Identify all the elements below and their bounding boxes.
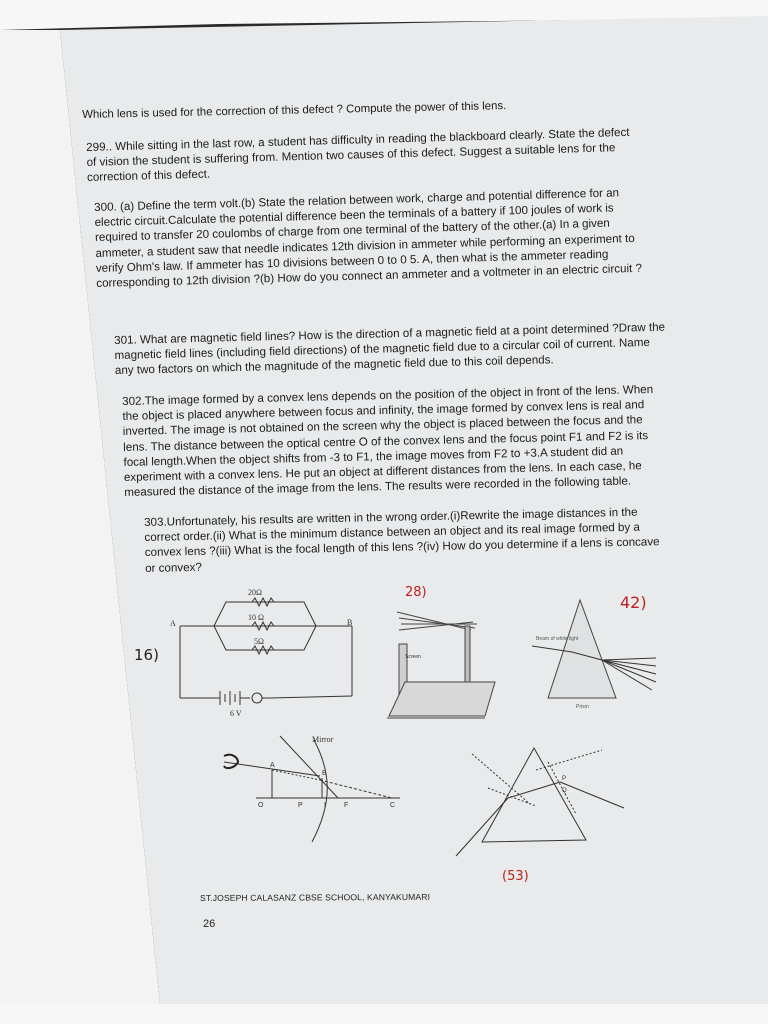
question-302: 302.The image formed by a convex lens depends on the position of the object in front of the lens. When the object is placed anywhere between focus and infinity, the image formed by convex lens is real and inverted. The image is not obtained on the screen why the object is placed between the focus and the lens. The distance between the optical centre O of the convex lens and the focus point F1 and F2 is its focal length.When the object shifts from -3 to F1, the image moves from F2 to +3.A student did an experiment with a convex lens. He put an object at different distances from the lens. In each case, he measured the distance of the image from the lens. The results were recorded in the following table. xyxy=(122,382,654,500)
mirror-point-i: I xyxy=(324,802,326,809)
prism-label: Prism xyxy=(576,704,589,710)
question-continuation: Which lens is used for the correction of this defect ? Compute the power of this lens. xyxy=(82,100,507,121)
node-b-label: B xyxy=(347,618,353,627)
mirror-point-o: O xyxy=(258,802,264,809)
prism-dispersion-diagram xyxy=(532,580,662,710)
white-light-label: Beam of white light xyxy=(536,636,579,642)
prism-point-q: Q xyxy=(562,788,567,794)
handwritten-53: (53) xyxy=(502,869,529,884)
handwritten-28: 28) xyxy=(405,585,427,600)
mirror-point-b: B xyxy=(322,770,327,777)
screen-setup-diagram xyxy=(385,578,500,723)
screen-label: Screen xyxy=(405,654,421,660)
mirror-label: Mirror xyxy=(312,735,334,744)
question-299: 299.. While sitting in the last row, a student has difficulty in reading the blackboard clearly. State the defect of vision the student is suffering from. Mention two causes of this defect. Suggest a suitable lens for the correction of this defect. xyxy=(86,125,630,185)
mirror-point-a: A xyxy=(270,762,275,769)
handwritten-16: 16) xyxy=(134,646,159,664)
eye-icon xyxy=(224,755,238,768)
question-301: 301. What are magnetic field lines? How is the direction of a magnetic field at a point determined ?Draw the magnetic field lines (including field directions) of the magnetic field due to a circular coil of current. Name any two factors on which the magnitude of the magnetic field due to this coil depends. xyxy=(114,320,666,378)
mirror-point-c: C xyxy=(390,802,396,809)
resistor-10-label: 10 Ω xyxy=(248,613,264,622)
school-footer: ST.JOSEPH CALASANZ CBSE SCHOOL, KANYAKUMARI xyxy=(200,891,431,903)
prism-refraction-diagram xyxy=(452,744,632,892)
page-number: 26 xyxy=(203,918,216,930)
mirror-point-f: F xyxy=(344,802,349,809)
question-303: 303.Unfortunately, his results are written in the wrong order.(i)Rewrite the image distances in the correct order.(ii) What is the minimum distance between an object and its real image formed by a convex lens ?(iii) What is the focal length of this lens ?(iv) How do you determine if a lens is concave or convex? xyxy=(144,505,660,575)
handwritten-42: 42) xyxy=(620,593,647,612)
question-300: 300. (a) Define the term volt.(b) State the relation between work, charge and potential difference for an electric circuit.Calculate the potential difference been the terminals of a battery if 100 joules of work is required to transfer 20 coulombs of charge from one terminal of the battery of the other.(a) In a given ammeter, a student saw that needle indicates 12th division in ammeter while performing an experiment to verify Ohm's law. If ammeter has 10 divisions between 0 to 0 5. A, then what is the ammeter reading corresponding to 12th division ?(b) How do you connect an ammeter and a voltmeter in an electric circuit ? xyxy=(94,186,643,290)
node-a-label: A xyxy=(170,619,176,628)
mirror-ray-diagram xyxy=(220,734,410,844)
prism-point-p: P xyxy=(562,776,567,782)
resistor-20-label: 20Ω xyxy=(248,588,262,597)
resistor-5-label: 5Ω xyxy=(254,637,264,646)
battery-label: 6 V xyxy=(230,709,242,718)
mirror-point-p: P xyxy=(298,802,303,809)
circuit-diagram xyxy=(130,580,380,725)
